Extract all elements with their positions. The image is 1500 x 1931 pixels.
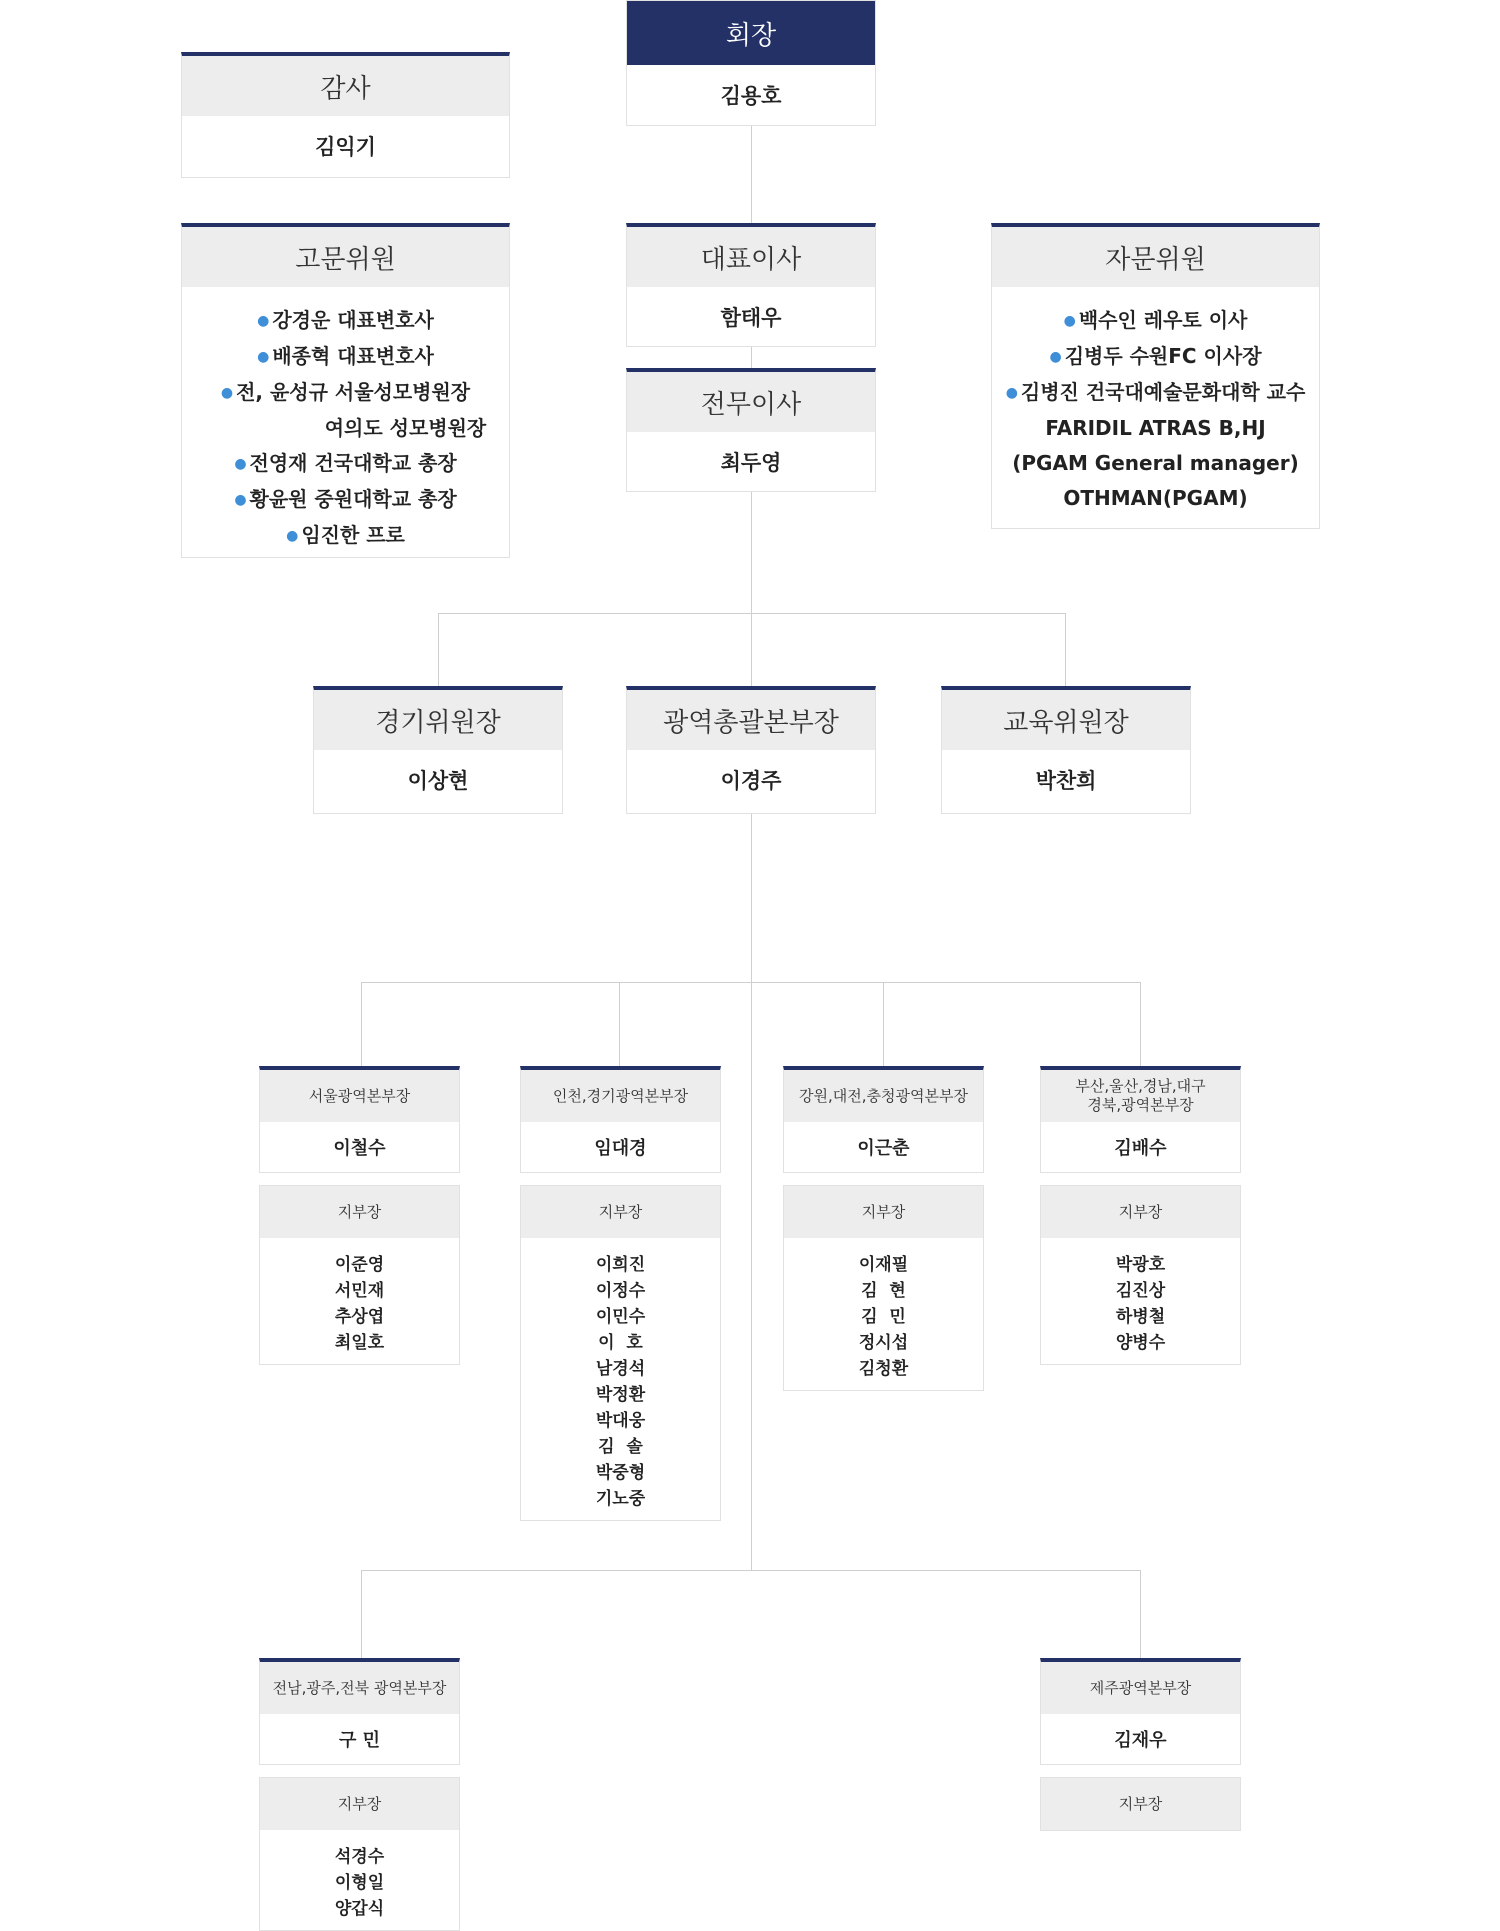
region-title: 강원,대전,충청광역본부장 xyxy=(784,1070,983,1122)
branch-member: 박대웅 xyxy=(595,1411,646,1431)
region-card xyxy=(1040,1658,1241,1765)
connector-committee-right xyxy=(1065,613,1066,687)
connector-region-3 xyxy=(883,982,884,1068)
bullet-icon: ● xyxy=(220,385,234,401)
branch-member: 김 현 xyxy=(861,1281,906,1301)
branch-card xyxy=(1040,1777,1241,1831)
region-title: 부산,울산,경남,대구 경북,광역본부장 xyxy=(1041,1070,1240,1122)
branch-list xyxy=(784,1238,983,1390)
advisor-row: ● 전영재 건국대학교 총장 xyxy=(234,451,457,475)
bullet-icon: ● xyxy=(257,313,270,329)
consultant-row: ● 김병두 수원FC 이사장 xyxy=(1049,344,1262,368)
consultant-row: ● 김병진 건국대예술문화대학 교수 xyxy=(1005,380,1306,404)
consultants-box xyxy=(991,223,1320,529)
branch-member: 이준영 xyxy=(334,1255,385,1275)
region-head: 김배수 xyxy=(1114,1138,1167,1159)
branch-list xyxy=(1041,1238,1240,1364)
committee-title: 교육위원장 xyxy=(942,690,1190,750)
branch-member: 최일호 xyxy=(334,1333,385,1353)
branch-label: 지부장 xyxy=(1041,1778,1240,1830)
region-card xyxy=(783,1066,984,1173)
branch-member: 기노중 xyxy=(595,1489,646,1509)
advisors-list xyxy=(182,287,509,566)
connector-lower-bar xyxy=(361,1570,1141,1571)
region-head: 이근춘 xyxy=(857,1138,910,1159)
branch-member: 석경수 xyxy=(334,1847,385,1867)
advisors-title: 고문위원 xyxy=(182,227,509,287)
branch-member: 이 호 xyxy=(598,1333,643,1353)
committee-education-box xyxy=(941,686,1191,814)
region-jeonnam xyxy=(259,1658,460,1931)
branch-member: 양병수 xyxy=(1115,1333,1166,1353)
branch-member: 박광호 xyxy=(1115,1255,1166,1275)
branch-card xyxy=(259,1185,460,1365)
consultant-row: ● 백수인 레우토 이사 xyxy=(1063,308,1248,332)
branch-member: 박정환 xyxy=(595,1385,646,1405)
connector-ceo-executive xyxy=(751,345,752,370)
branch-card xyxy=(783,1185,984,1391)
bullet-icon: ● xyxy=(286,528,299,544)
president-box xyxy=(626,0,876,126)
executive-title: 전무이사 xyxy=(627,372,875,432)
branch-member: 하병철 xyxy=(1115,1307,1166,1327)
branch-label: 지부장 xyxy=(260,1186,459,1238)
bullet-icon: ● xyxy=(1063,313,1076,329)
region-gangwon xyxy=(783,1066,984,1391)
bullet-icon: ● xyxy=(1049,349,1062,365)
branch-member: 김청환 xyxy=(858,1359,909,1379)
connector-executive-down xyxy=(751,490,752,1570)
branch-member: 이재필 xyxy=(858,1255,909,1275)
advisor-row: ● 임진한 프로 xyxy=(286,523,405,547)
region-title: 제주광역본부장 xyxy=(1041,1662,1240,1714)
committee-name: 이경주 xyxy=(720,769,782,793)
committee-title: 경기위원장 xyxy=(314,690,562,750)
ceo-name: 함태우 xyxy=(720,306,782,330)
executive-box xyxy=(626,368,876,492)
consultants-list xyxy=(992,287,1319,528)
consultant-row: OTHMAN(PGAM) xyxy=(1063,486,1248,510)
region-card xyxy=(1040,1066,1241,1173)
committee-regional-box xyxy=(626,686,876,814)
region-incheon xyxy=(520,1066,721,1521)
president-name: 김용호 xyxy=(720,84,782,108)
branch-list xyxy=(260,1830,459,1930)
committee-competition-box xyxy=(313,686,563,814)
branch-label: 지부장 xyxy=(260,1778,459,1830)
advisor-row: ● 황윤원 중원대학교 총장 xyxy=(234,487,457,511)
advisor-row: ● 배종혁 대표변호사 xyxy=(257,344,434,368)
region-head: 이철수 xyxy=(333,1138,386,1159)
connector-region-4 xyxy=(1140,982,1141,1068)
branch-member: 남경석 xyxy=(595,1359,646,1379)
advisor-row: ● 전, 윤성규 서울성모병원장 xyxy=(220,380,471,404)
branch-member: 추상엽 xyxy=(334,1307,385,1327)
branch-member: 김진상 xyxy=(1115,1281,1166,1301)
region-head: 김재우 xyxy=(1114,1730,1167,1751)
branch-member: 이정수 xyxy=(595,1281,646,1301)
bullet-icon: ● xyxy=(257,349,270,365)
branch-member: 이민수 xyxy=(595,1307,646,1327)
auditor-name: 김익기 xyxy=(315,135,376,159)
region-head: 임대경 xyxy=(594,1138,647,1159)
branch-member: 서민재 xyxy=(334,1281,385,1301)
branch-member: 이형일 xyxy=(334,1873,385,1893)
region-seoul xyxy=(259,1066,460,1365)
bullet-icon: ● xyxy=(234,492,247,508)
region-card xyxy=(259,1658,460,1765)
consultant-row: FARIDIL ATRAS B,HJ xyxy=(1045,416,1266,440)
connector-region-5 xyxy=(361,1570,362,1660)
region-card xyxy=(520,1066,721,1173)
region-title: 서울광역본부장 xyxy=(260,1070,459,1122)
auditor-box xyxy=(181,52,510,178)
consultant-row: (PGAM General manager) xyxy=(1012,451,1299,475)
branch-card xyxy=(520,1185,721,1521)
connector-region-2 xyxy=(619,982,620,1068)
branch-member: 박중형 xyxy=(595,1463,646,1483)
connector-committees-bar xyxy=(438,613,1066,614)
branch-card xyxy=(1040,1185,1241,1365)
branch-member: 양갑식 xyxy=(334,1899,385,1919)
region-busan xyxy=(1040,1066,1241,1365)
president-title: 회장 xyxy=(627,1,875,65)
branch-card xyxy=(259,1777,460,1931)
branch-member: 김 민 xyxy=(861,1307,906,1327)
auditor-title: 감사 xyxy=(182,56,509,116)
committee-name: 박찬희 xyxy=(1035,769,1097,793)
branch-member: 이희진 xyxy=(595,1255,646,1275)
connector-committee-left xyxy=(438,613,439,687)
branch-member: 김 솔 xyxy=(598,1437,643,1457)
advisor-row: 여의도 성모병원장 xyxy=(324,416,487,440)
branch-label: 지부장 xyxy=(1041,1186,1240,1238)
region-card xyxy=(259,1066,460,1173)
region-jeju xyxy=(1040,1658,1241,1831)
branch-label: 지부장 xyxy=(521,1186,720,1238)
committee-title: 광역총괄본부장 xyxy=(627,690,875,750)
branch-label: 지부장 xyxy=(784,1186,983,1238)
ceo-title: 대표이사 xyxy=(627,227,875,287)
advisors-box xyxy=(181,223,510,558)
bullet-icon: ● xyxy=(234,456,247,472)
region-title: 인천,경기광역본부장 xyxy=(521,1070,720,1122)
connector-region-1 xyxy=(361,982,362,1068)
connector-president-ceo xyxy=(751,125,752,225)
branch-member: 정시섭 xyxy=(858,1333,909,1353)
advisor-row: ● 강경운 대표변호사 xyxy=(257,308,434,332)
connector-region-6 xyxy=(1140,1570,1141,1660)
branch-list xyxy=(521,1238,720,1520)
region-head: 구 민 xyxy=(338,1730,381,1751)
executive-name: 최두영 xyxy=(720,451,782,475)
consultants-title: 자문위원 xyxy=(992,227,1319,287)
branch-list xyxy=(260,1238,459,1364)
connector-regions-bar xyxy=(361,982,1141,983)
region-title: 전남,광주,전북 광역본부장 xyxy=(260,1662,459,1714)
ceo-box xyxy=(626,223,876,347)
committee-name: 이상현 xyxy=(407,769,469,793)
bullet-icon: ● xyxy=(1005,385,1018,401)
